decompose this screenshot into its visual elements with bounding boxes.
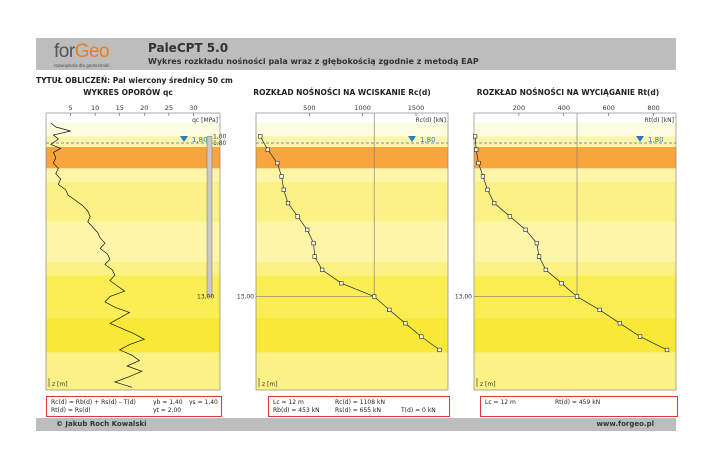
rc-chart-title: ROZKŁAD NOŚNOŚCI NA WCISKANIE Rc(d) bbox=[253, 88, 431, 97]
rc-data-point bbox=[276, 161, 280, 165]
rt-lc: Lc = 12 m bbox=[485, 399, 516, 406]
rc-data-point bbox=[258, 135, 262, 139]
rt-x-tick-label: 200 bbox=[512, 104, 526, 112]
rt-data-point bbox=[537, 255, 541, 259]
rc-soil-layer bbox=[256, 353, 448, 390]
t-value: T(d) = 0 kN bbox=[401, 407, 436, 414]
qc-unit-label: qc [MPa] bbox=[192, 117, 218, 124]
rc-data-point bbox=[280, 175, 284, 179]
rt-x-tick-label: 400 bbox=[557, 104, 570, 112]
qc-x-tick-label: 20 bbox=[140, 104, 149, 112]
report-subtitle: Wykres rozkładu nośności pala wraz z głębokością zgodnie z metodą EAP bbox=[148, 57, 479, 66]
rt-value: Rt(d) = 459 kN bbox=[555, 399, 601, 406]
qc-soil-layer bbox=[46, 123, 220, 136]
rt-data-point bbox=[535, 241, 539, 245]
gamma-t: γt = 2,00 bbox=[153, 407, 182, 414]
rt-plot-group bbox=[473, 113, 676, 390]
app-title: PaleCPT 5.0 bbox=[148, 41, 229, 55]
rt-soil-layer bbox=[474, 353, 676, 390]
rt-data-point bbox=[598, 308, 602, 312]
rc-formula: Rc(d) = Rb(d) + Rs(d) – T(d) bbox=[51, 399, 136, 406]
qc-soil-layer bbox=[46, 275, 220, 318]
rc-x-tick-label: 1000 bbox=[354, 104, 371, 112]
rc-data-point bbox=[340, 281, 344, 285]
pile-base-label: 13,00 bbox=[197, 293, 215, 301]
qc-x-tick-label: 25 bbox=[164, 104, 173, 112]
rt-data-point bbox=[665, 348, 669, 352]
rt-soil-layer bbox=[474, 168, 676, 181]
website-link[interactable]: www.forgeo.pl bbox=[596, 420, 654, 428]
rt-data-point bbox=[544, 268, 548, 272]
rt-data-point bbox=[638, 335, 642, 339]
qc-soil-layer bbox=[46, 147, 220, 168]
rc-data-point bbox=[388, 308, 392, 312]
rc-data-point bbox=[320, 268, 324, 272]
rt-data-point bbox=[481, 175, 485, 179]
rt-data-point bbox=[524, 228, 528, 232]
qc-chart-title: WYKRES OPORÓW qc bbox=[83, 88, 173, 97]
rt-x-tick-label: 800 bbox=[647, 104, 660, 112]
rc-info-box bbox=[268, 396, 450, 417]
rc-lc: Lc = 12 m bbox=[273, 399, 304, 406]
rt-z-axis-label: z [m] bbox=[480, 381, 496, 388]
pile-water-label: 1,80 bbox=[213, 140, 227, 148]
rc-soil-layer bbox=[256, 147, 448, 168]
rt-chart-title: ROZKŁAD NOŚNOŚCI NA WYCIĄGANIE Rt(d) bbox=[476, 88, 660, 97]
rt-soil-layer bbox=[474, 147, 676, 168]
rt-formula: Rt(d) = Rs(d) bbox=[51, 407, 91, 414]
rc-data-point bbox=[266, 148, 270, 152]
rt-soil-layer bbox=[474, 262, 676, 275]
rs-value: Rs(d) = 655 kN bbox=[335, 407, 381, 414]
rt-data-point bbox=[477, 161, 481, 165]
rc-soil-layer bbox=[256, 168, 448, 181]
qc-soil-layer bbox=[46, 168, 220, 181]
gamma-b: γb = 1,40 bbox=[153, 399, 183, 406]
rt-soil-layer bbox=[474, 182, 676, 222]
rb-value: Rb(d) = 453 kN bbox=[273, 407, 320, 414]
rt-x-tick-label: 600 bbox=[602, 104, 615, 112]
qc-x-tick-label: 10 bbox=[91, 104, 100, 112]
qc-plot-group bbox=[46, 113, 220, 390]
rc-data-point bbox=[313, 255, 317, 259]
rt-soil-layer bbox=[474, 222, 676, 262]
rt-data-point bbox=[473, 135, 477, 139]
rt-data-point bbox=[492, 201, 496, 205]
qc-soil-layer bbox=[46, 318, 220, 353]
rc-data-point bbox=[282, 188, 286, 192]
pile-shaft bbox=[207, 136, 212, 296]
qc-soil-layer bbox=[46, 222, 220, 262]
rc-data-point bbox=[404, 321, 408, 325]
pile-top-label: 1,00 bbox=[213, 133, 227, 141]
rt-soil-layer bbox=[474, 123, 676, 136]
qc-soil-layer bbox=[46, 182, 220, 222]
rc-data-point bbox=[420, 335, 424, 339]
rt-data-point bbox=[486, 188, 490, 192]
rc-plot-group bbox=[256, 113, 448, 390]
qc-soil-layer bbox=[46, 353, 220, 390]
qc-z-axis-label: z [m] bbox=[52, 381, 68, 388]
rc-data-point bbox=[305, 228, 309, 232]
rc-data-point bbox=[286, 201, 290, 205]
rt-data-point bbox=[575, 295, 579, 299]
rt-unit-label: Rt(d) [kN] bbox=[644, 117, 674, 124]
rt-data-point bbox=[508, 215, 512, 219]
rc-data-point bbox=[296, 215, 300, 219]
rt-soil-layer bbox=[474, 136, 676, 147]
rc-unit-label: Rc(d) [kN] bbox=[415, 117, 446, 124]
qc-x-tick-label: 5 bbox=[68, 104, 73, 112]
rt-water-label: 1,80 bbox=[648, 136, 664, 145]
qc-x-tick-label: 30 bbox=[189, 104, 198, 112]
qc-x-tick-label: 15 bbox=[115, 104, 124, 112]
rt-data-point bbox=[618, 321, 622, 325]
qc-info-box bbox=[46, 396, 222, 417]
rc-soil-layer bbox=[256, 123, 448, 136]
rc-data-point bbox=[438, 348, 442, 352]
calculation-title: TYTUŁ OBLICZEŃ: Pal wiercony średnicy 50 cm bbox=[36, 76, 233, 85]
rc-data-point bbox=[312, 241, 316, 245]
qc-water-label: 1,80 bbox=[192, 136, 208, 145]
logo-geo: Geo bbox=[74, 41, 110, 62]
rc-data-point bbox=[372, 295, 376, 299]
rt-soil-layer bbox=[474, 318, 676, 353]
footer-bar bbox=[36, 418, 676, 431]
rt-data-point bbox=[474, 148, 478, 152]
rt-data-point bbox=[560, 281, 564, 285]
rc-z-axis-label: z [m] bbox=[262, 381, 278, 388]
rc-x-tick-label: 500 bbox=[303, 104, 316, 112]
rt-info-box bbox=[480, 396, 678, 417]
rc-soil-layer bbox=[256, 222, 448, 262]
logo-tagline: rozwiązania dla geotechniki bbox=[54, 63, 110, 68]
logo-for: for bbox=[54, 41, 75, 62]
gamma-s: γs = 1,40 bbox=[189, 399, 218, 406]
rc-design-depth-label: 13,00 bbox=[236, 293, 254, 301]
copyright: © Jakub Roch Kowalski bbox=[56, 420, 147, 428]
rc-water-label: 1,80 bbox=[420, 136, 436, 145]
rc-value: Rc(d) = 1108 kN bbox=[335, 399, 385, 406]
rt-design-depth-label: 13,00 bbox=[454, 293, 472, 301]
rc-x-tick-label: 1500 bbox=[407, 104, 425, 112]
rc-soil-layer bbox=[256, 262, 448, 275]
qc-soil-layer bbox=[46, 262, 220, 275]
